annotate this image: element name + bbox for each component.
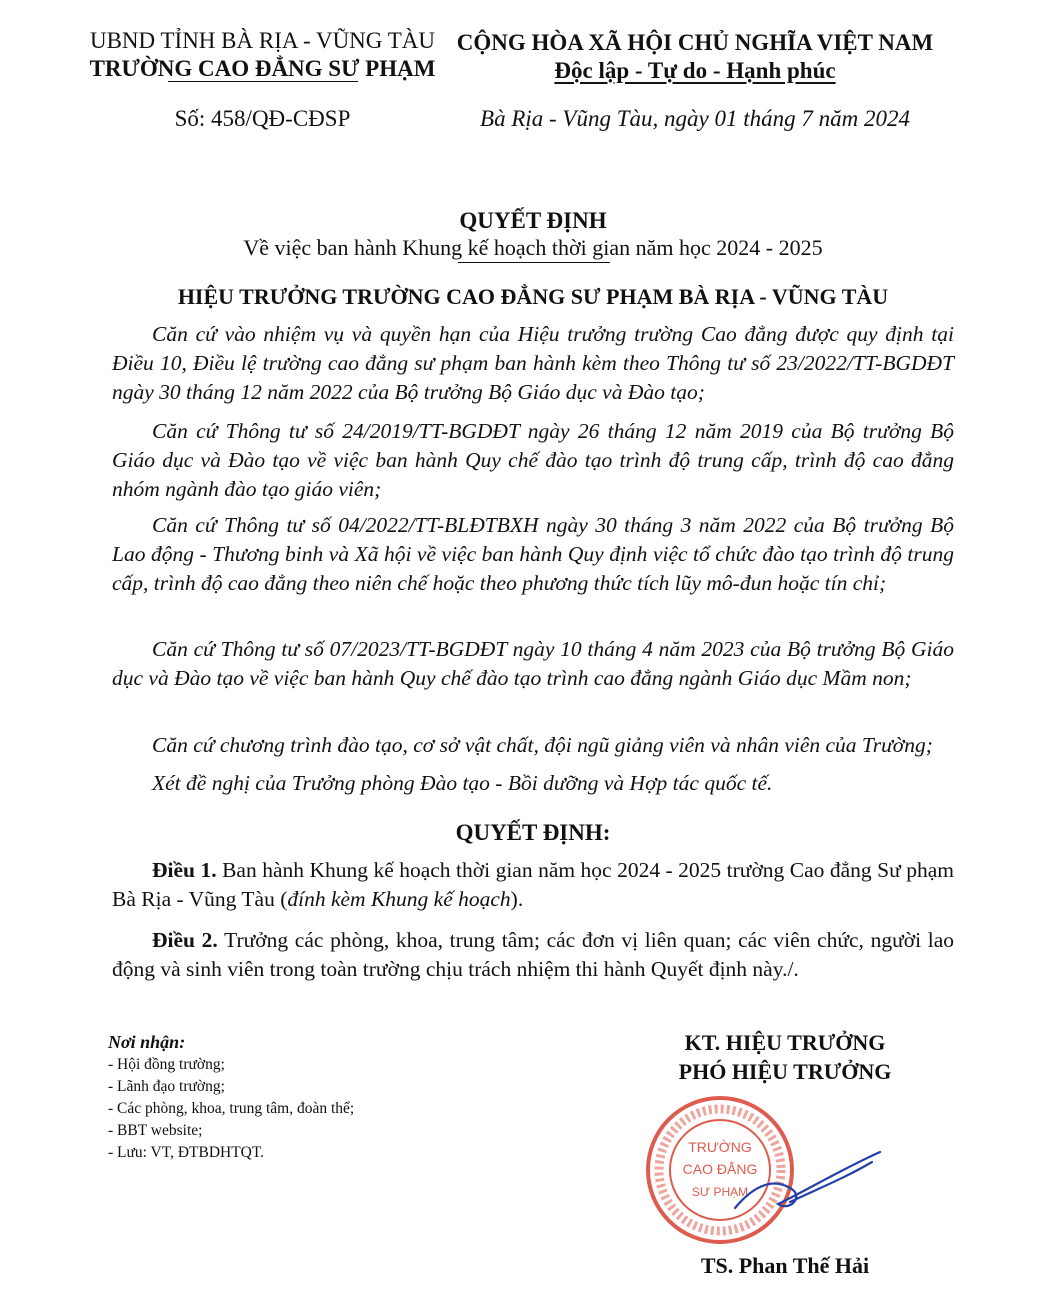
- recipient-item: - BBT website;: [108, 1122, 203, 1139]
- preamble-item: Căn cứ vào nhiệm vụ và quyền hạn của Hiệu trưởng trường Cao đẳng được quy định tại Điều 10, Điều lệ trường cao đẳng sư phạm ban hành kèm theo Thông tư số 23/2022/TT-BGDĐT ngày 30 tháng 12 năm 2022 của Bộ trưởng Bộ Giáo dục và Đào tạo;: [112, 322, 954, 404]
- preamble-item: Xét đề nghị của Trưởng phòng Đào tạo - Bồi dưỡng và Hợp tác quốc tế.: [152, 771, 773, 795]
- preamble-item: Căn cứ Thông tư số 04/2022/TT-BLĐTBXH ngày 30 tháng 3 năm 2022 của Bộ trưởng Bộ Lao động - Thương binh và Xã hội về việc ban hành Quy định việc tổ chức đào tạo trình độ trung cấp, trình độ cao đẳng theo niên chế hoặc theo phương thức tích lũy mô-đun hoặc tín chỉ;: [112, 513, 954, 595]
- document-number: Số: 458/QĐ-CĐSP: [174, 106, 351, 131]
- preamble-item: Căn cứ Thông tư số 07/2023/TT-BGDĐT ngày 10 tháng 4 năm 2023 của Bộ trưởng Bộ Giáo dục và Đào tạo về việc ban hành Quy chế đào tạo trình cao đẳng ngành Giáo dục Mầm non;: [112, 637, 954, 690]
- stamp-text-3: SƯ PHẠM: [691, 1185, 749, 1199]
- stamp-text-1: TRƯỜNG: [688, 1139, 752, 1155]
- org-name-underline: [168, 81, 358, 82]
- recipient-item: - Lưu: VT, ĐTBDHTQT.: [108, 1144, 265, 1161]
- document-subtitle: Về việc ban hành Khung kế hoạch thời gian năm học 2024 - 2025: [243, 235, 823, 260]
- article-1-text: Ban hành Khung kế hoạch thời gian năm học 2024 - 2025 trường Cao đẳng Sư phạm Bà Rịa - Vũng Tàu (: [112, 858, 955, 911]
- org-parent: UBND TỈNH BÀ RỊA - VŨNG TÀU: [89, 28, 435, 53]
- recipients: [108, 1030, 354, 1164]
- article-2: [112, 926, 954, 984]
- recipient-item: - Hội đồng trường;: [108, 1056, 225, 1073]
- issuing-authority: HIỆU TRƯỞNG TRƯỜNG CAO ĐẲNG SƯ PHẠM BÀ RỊA - VŨNG TÀU: [177, 284, 889, 309]
- recipient-item: - Các phòng, khoa, trung tâm, đoàn thể;: [108, 1100, 355, 1117]
- article-2-text: Trưởng các phòng, khoa, trung tâm; các đơn vị liên quan; các viên chức, người lao động và sinh viên trong toàn trường chịu trách nhiệm thi hành Quyết định này./.: [112, 928, 955, 981]
- stamp-text-2: CAO ĐẲNG: [682, 1161, 758, 1177]
- subtitle-underline: [458, 262, 610, 263]
- article-1: [112, 856, 954, 914]
- national-title: CỘNG HÒA XÃ HỘI CHỦ NGHĨA VIỆT NAM: [456, 30, 934, 55]
- recipients-heading: Nơi nhận:: [108, 1032, 186, 1052]
- org-name: TRƯỜNG CAO ĐẲNG SƯ PHẠM: [89, 56, 436, 81]
- signature-title-2: PHÓ HIỆU TRƯỞNG: [678, 1059, 892, 1084]
- article-2-label: Điều 2.: [152, 928, 218, 952]
- article-1-text-end: ).: [510, 887, 524, 911]
- preamble-item: Căn cứ chương trình đào tạo, cơ sở vật chất, đội ngũ giảng viên và nhân viên của Trường;: [152, 733, 933, 757]
- official-stamp: [640, 1090, 900, 1250]
- signature-title-1: KT. HIỆU TRƯỞNG: [684, 1030, 886, 1055]
- recipient-item: - Lãnh đạo trường;: [108, 1078, 225, 1095]
- article-1-attachment: đính kèm Khung kế hoạch: [287, 887, 511, 911]
- signatory-name: TS. Phan Thế Hải: [700, 1253, 870, 1278]
- place-date: Bà Rịa - Vũng Tàu, ngày 01 tháng 7 năm 2024: [480, 106, 910, 131]
- decision-heading: QUYẾT ĐỊNH:: [455, 820, 611, 845]
- stamp-seal: [648, 1098, 792, 1242]
- national-motto-text: Độc lập - Tự do - Hạnh phúc: [554, 58, 836, 83]
- document-title: QUYẾT ĐỊNH: [459, 208, 607, 233]
- preamble-item: Căn cứ Thông tư số 24/2019/TT-BGDĐT ngày 26 tháng 12 năm 2019 của Bộ trưởng Bộ Giáo dục và Đào tạo về việc ban hành Quy chế đào tạo trình độ trung cấp, trình độ cao đẳng nhóm ngành đào tạo giáo viên;: [112, 419, 954, 501]
- national-motto: [440, 56, 950, 85]
- article-1-label: Điều 1.: [152, 858, 217, 882]
